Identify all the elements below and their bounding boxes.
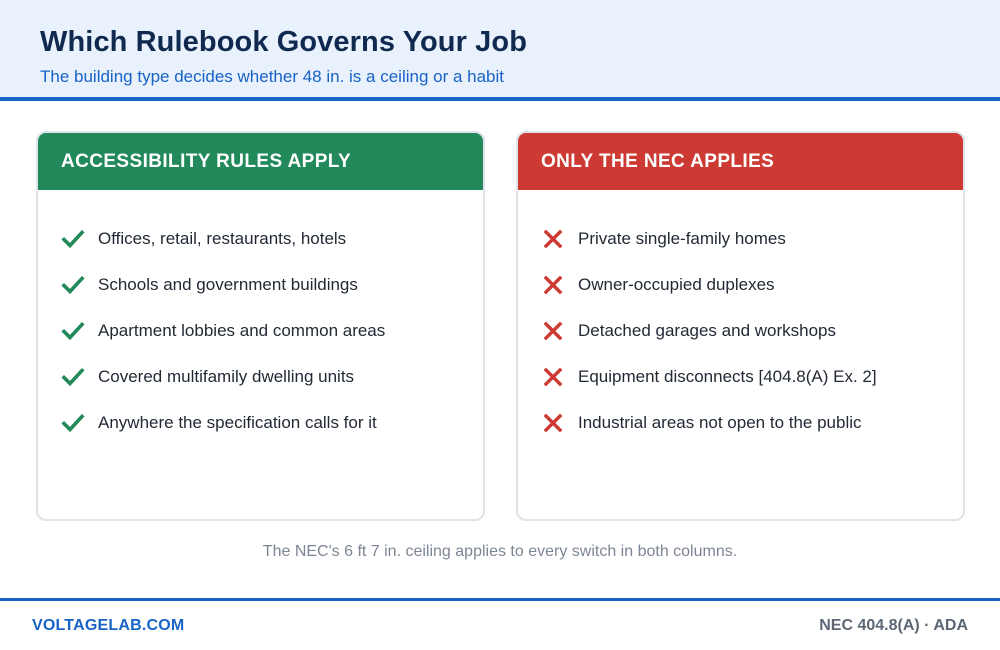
- check-icon: [61, 319, 85, 343]
- list-item-label: Anywhere the specification calls for it: [98, 413, 377, 432]
- footer-divider: [0, 598, 1000, 601]
- brand-link[interactable]: VOLTAGELAB.COM: [32, 617, 185, 634]
- check-icon: [61, 273, 85, 297]
- x-icon: [541, 273, 565, 297]
- x-icon: [541, 365, 565, 389]
- list-item: [518, 262, 963, 308]
- list-item-label: Offices, retail, restaurants, hotels: [98, 229, 347, 248]
- list-item-label: Covered multifamily dwelling units: [98, 367, 355, 386]
- list-item-label: Private single-family homes: [578, 229, 786, 248]
- list-item: [518, 400, 963, 446]
- header-banner: [0, 0, 1000, 101]
- footnote: The NEC's 6 ft 7 in. ceiling applies to every switch in both columns.: [262, 543, 738, 560]
- nec-only-card: [516, 131, 965, 521]
- list-item: [518, 216, 963, 262]
- code-references: NEC 404.8(A) · ADA: [819, 617, 968, 634]
- accessibility-card-heading: ACCESSIBILITY RULES APPLY: [38, 133, 483, 190]
- x-icon: [541, 319, 565, 343]
- list-item: [38, 308, 483, 354]
- list-item-label: Apartment lobbies and common areas: [98, 321, 386, 340]
- list-item-label: Equipment disconnects [404.8(A) Ex. 2]: [578, 367, 877, 386]
- list-item: [518, 308, 963, 354]
- check-icon: [61, 227, 85, 251]
- list-item-label: Schools and government buildings: [98, 275, 358, 294]
- list-item-label: Owner-occupied duplexes: [578, 275, 775, 294]
- page-title: Which Rulebook Governs Your Job: [40, 26, 528, 58]
- list-item-label: Detached garages and workshops: [578, 321, 836, 340]
- check-icon: [61, 365, 85, 389]
- nec-only-card-heading: ONLY THE NEC APPLIES: [518, 133, 963, 190]
- x-icon: [541, 411, 565, 435]
- accessibility-card: [36, 131, 485, 521]
- list-item: [38, 400, 483, 446]
- list-item: [38, 216, 483, 262]
- x-icon: [541, 227, 565, 251]
- page-subtitle: The building type decides whether 48 in. is a ceiling or a habit: [40, 67, 505, 86]
- accessibility-list: [38, 190, 483, 446]
- check-icon: [61, 411, 85, 435]
- list-item: [38, 262, 483, 308]
- list-item: [38, 354, 483, 400]
- list-item: [518, 354, 963, 400]
- nec-only-list: [518, 190, 963, 446]
- list-item-label: Industrial areas not open to the public: [578, 413, 862, 432]
